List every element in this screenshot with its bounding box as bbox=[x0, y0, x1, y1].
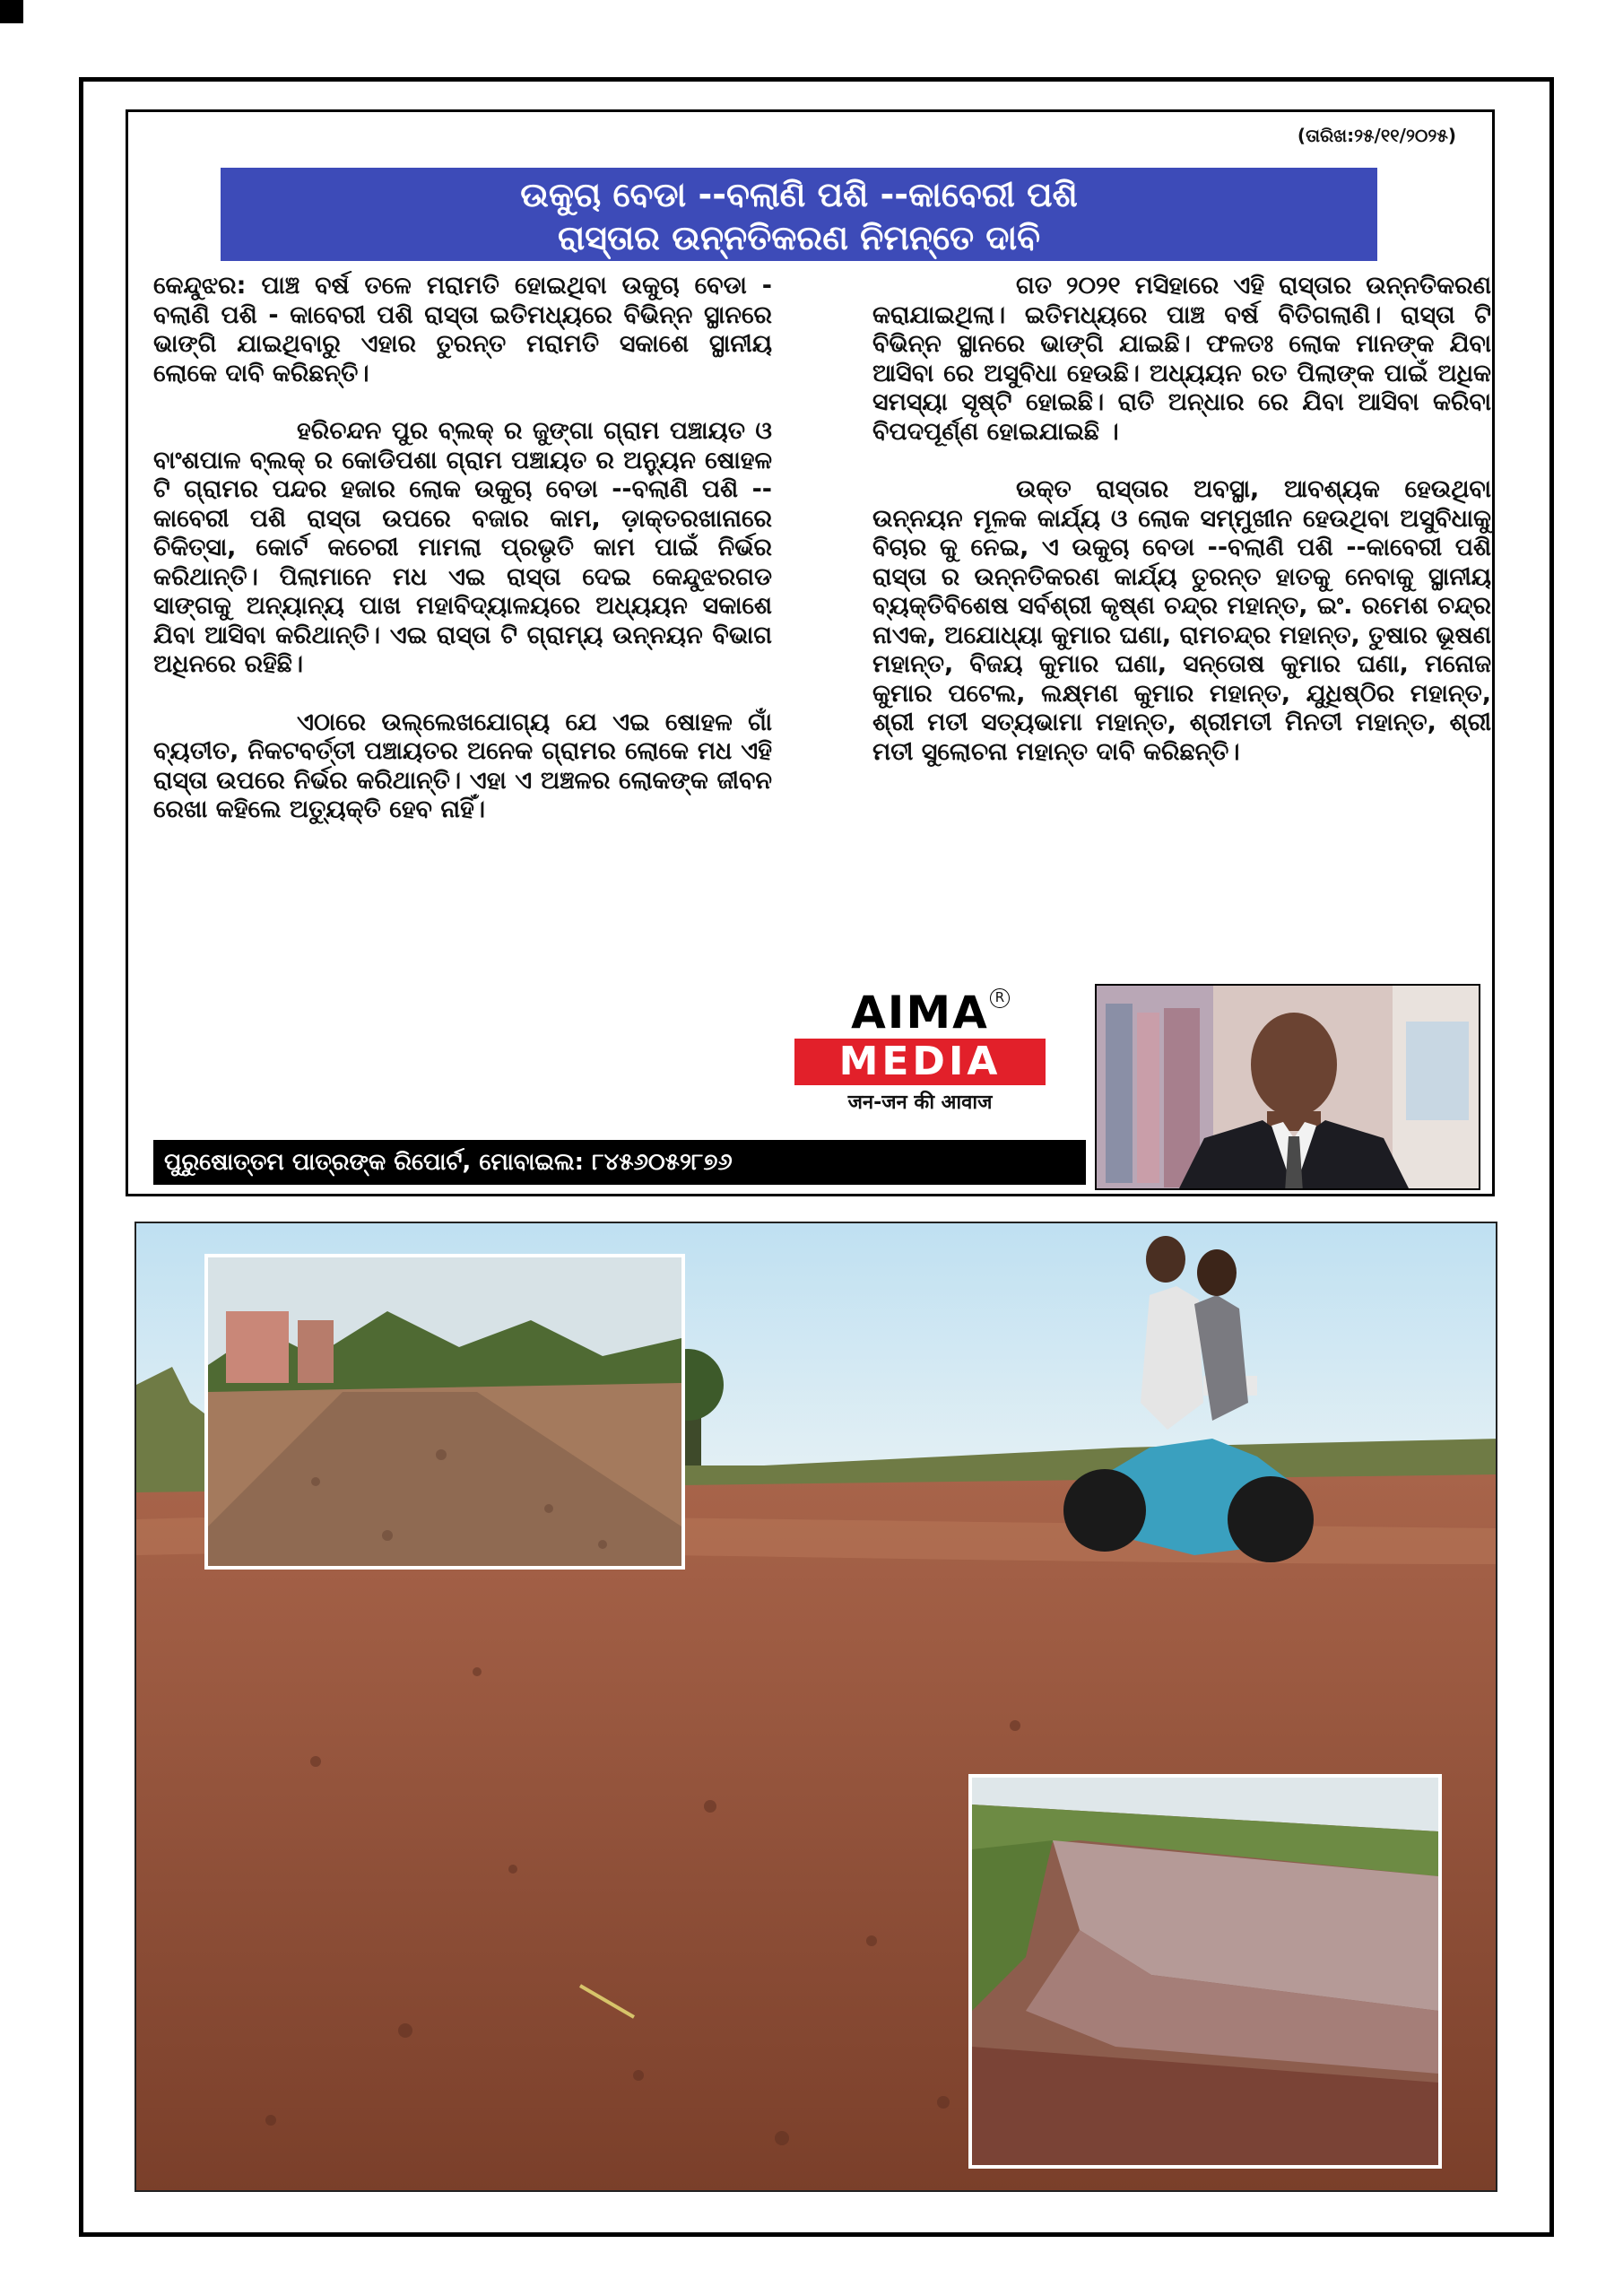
report-credit: ପୁରୁଷୋତ୍ତମ ପାତ୍ରଙ୍କ ରିପୋର୍ଟ, ମୋବାଇଲ: ୮୪୫୬୦୫୨୮୭୬ bbox=[153, 1140, 1086, 1185]
left-paragraph-1: କେନ୍ଦୁଝର: ପାଞ୍ଚ ବର୍ଷ ତଳେ ମରାମତି ହୋଇଥିବା ଉକୁଚା ବେଡା - ବଲାଣି ପଶି - କାବେରୀ ପଶି ରାସ୍ତା ଇତିମଧ୍ୟରେ ବିଭିନ୍ନ ସ୍ଥାନରେ ଭାଙ୍ଗି ଯାଇଥିବାରୁ ଏହାର ତୁରନ୍ତ ମରାମତି ସକାଶେ ସ୍ଥାନୀୟ ଲୋକେ ଦାବି କରିଛନ୍ତି। bbox=[153, 272, 772, 387]
logo-tagline: जन-जन की आवाज bbox=[847, 1091, 993, 1114]
left-column bbox=[153, 272, 772, 854]
left-paragraph-3: ଏଠାରେ ଉଲ୍ଲେଖଯୋଗ୍ୟ ଯେ ଏଇ ଷୋହଳ ଗାଁ ବ୍ୟତୀତ, ନିକଟବର୍ତ୍ତୀ ପଞ୍ଚାୟତର ଅନେକ ଗ୍ରାମର ଲୋକେ ମଧ ଏହି ରାସ୍ତା ଉପରେ ନିର୍ଭର କରିଥାନ୍ତି। ଏହା ଏ ଅଞ୍ଚଳର ଲୋକଙ୍କ ଜୀବନ ରେଖା କହିଲେ ଅତ୍ୟୁକ୍ତି ହେବ ନାହିଁ। bbox=[153, 708, 772, 823]
headline bbox=[221, 168, 1377, 261]
right-paragraph-2: ଉକ୍ତ ରାସ୍ତାର ଅବସ୍ଥା, ଆବଶ୍ୟକ ହେଉଥିବା ଉନ୍ନୟନ ମୂଳକ କାର୍ଯ୍ୟ ଓ ଲୋକ ସମ୍ମୁଖୀନ ହେଉଥିବା ଅସୁବିଧାକୁ ବିଚାର କୁ ନେଇ, ଏ ଉକୁଚା ବେଡା --ବଲାଣି ପଶି --କାବେରୀ ପଶି ରାସ୍ତା ର ଉନ୍ନତିକରଣ କାର୍ଯ୍ୟ ତୁରନ୍ତ ହାତକୁ ନେବାକୁ ସ୍ଥାନୀୟ ବ୍ୟକ୍ତିବିଶେଷ ସର୍ବଶ୍ରୀ କୃଷ୍ଣ ଚନ୍ଦ୍ର ମହାନ୍ତ, ଇଂ. ରମେଶ ଚନ୍ଦ୍ର ନାଏକ, ଅଯୋଧ୍ୟା କୁମାର ଘଣା, ରାମଚନ୍ଦ୍ର ମହାନ୍ତ, ତୁଷାର ଭୂଷଣ ମହାନ୍ତ, ବିଜୟ କୁମାର ଘଣା, ସନ୍ତୋଷ କୁମାର ଘଣା, ମନୋଜ କୁମାର ପଟେଲ, ଲକ୍ଷ୍ମଣ କୁମାର ମହାନ୍ତ, ଯୁଧିଷ୍ଠିର ମହାନ୍ତ, ଶ୍ରୀ ମତୀ ସତ୍ୟଭାମା ମହାନ୍ତ, ଶ୍ରୀମତୀ ମିନତୀ ମହାନ୍ତ, ଶ୍ରୀ ମତୀ ସୁଲୋଚନା ମହାନ୍ତ ଦାବି କରିଛନ୍ତି। bbox=[872, 475, 1492, 766]
right-paragraph-1: ଗତ ୨୦୨୧ ମସିହାରେ ଏହି ରାସ୍ତାର ଉନ୍ନତିକରଣ କରାଯାଇଥିଲା। ଇତିମଧ୍ୟରେ ପାଞ୍ଚ ବର୍ଷ ବିତିଗଲାଣି। ରାସ୍ତା ଟି ବିଭିନ୍ନ ସ୍ଥାନରେ ଭାଙ୍ଗି ଯାଇଛି। ଫଳତଃ ଲୋକ ମାନଙ୍କ ଯିବା ଆସିବା ରେ ଅସୁବିଧା ହେଉଛି। ଅଧ୍ୟୟନ ରତ ପିଲାଙ୍କ ପାଇଁ ଅଧିକ ସମସ୍ୟା ସୃଷ୍ଟି ହୋଇଛି। ରାତି ଅନ୍ଧାର ରେ ଯିବା ଆସିବା କରିବା ବିପଦପୂର୍ଣ୍ଣ ହୋଇଯାଇଛି । bbox=[872, 272, 1491, 446]
logo-aima-text: AIMA bbox=[851, 987, 989, 1039]
road-inset-photo-1 bbox=[204, 1254, 685, 1570]
headline-line-2: ରାସ୍ତାର ଉନ୍ନତିକରଣ ନିମନ୍ତେ ଦାବି bbox=[557, 218, 1041, 257]
road-inset-photo-2 bbox=[968, 1774, 1442, 2169]
registered-mark-icon: R bbox=[990, 988, 1010, 1008]
article-box bbox=[126, 109, 1495, 1196]
aima-media-logo bbox=[785, 987, 1055, 1118]
article-date: (ତାରିଖ:୨୫/୧୧/୨୦୨୫) bbox=[1297, 125, 1456, 146]
right-column bbox=[872, 272, 1491, 796]
logo-media-text: MEDIA bbox=[794, 1039, 1046, 1085]
left-paragraph-2: ହରିଚନ୍ଦନ ପୁର ବ୍ଲକ୍ ର ଜୁଙ୍ଗା ଗ୍ରାମ ପଞ୍ଚାୟତ ଓ ବାଂଶପାଳ ବ୍ଲକ୍ ର କୋଡିପଶା ଗ୍ରାମ ପଞ୍ଚାୟତ ର ଅନ୍ୟୁନ ଷୋହଳ ଟି ଗ୍ରାମର ପନ୍ଦର ହଜାର ଲୋକ ଉକୁଚା ବେଡା --ବଲାଣି ପଶି --କାବେରୀ ପଶି ରାସ୍ତା ଉପରେ ବଜାର କାମ, ଡ଼ାକ୍ତରଖାନାରେ ଚିକିତ୍ସା, କୋର୍ଟ କଚେରୀ ମାମଲା ପ୍ରଭୃତି କାମ ପାଇଁ ନିର୍ଭର କରିଥାନ୍ତି। ପିଲାମାନେ ମଧ ଏଇ ରାସ୍ତା ଦେଇ କେନ୍ଦୁଝରଗଡ ସାଙ୍ଗକୁ ଅନ୍ୟାନ୍ୟ ପାଖ ମହାବିଦ୍ୟାଳୟରେ ଅଧ୍ୟୟନ ସକାଶେ ଯିବା ଆସିବା କରିଥାନ୍ତି। ଏଇ ରାସ୍ତା ଟି ଗ୍ରାମ୍ୟ ଉନ୍ନୟନ ବିଭାଗ ଅଧିନରେ ରହିଛି। bbox=[153, 417, 772, 678]
corner-mark bbox=[0, 0, 23, 23]
headline-line-1: ଉକୁଚା ବେଡା --ବଲାଣି ପଶି --କାବେରୀ ପଶି bbox=[520, 175, 1078, 214]
reporter-portrait bbox=[1095, 984, 1480, 1190]
